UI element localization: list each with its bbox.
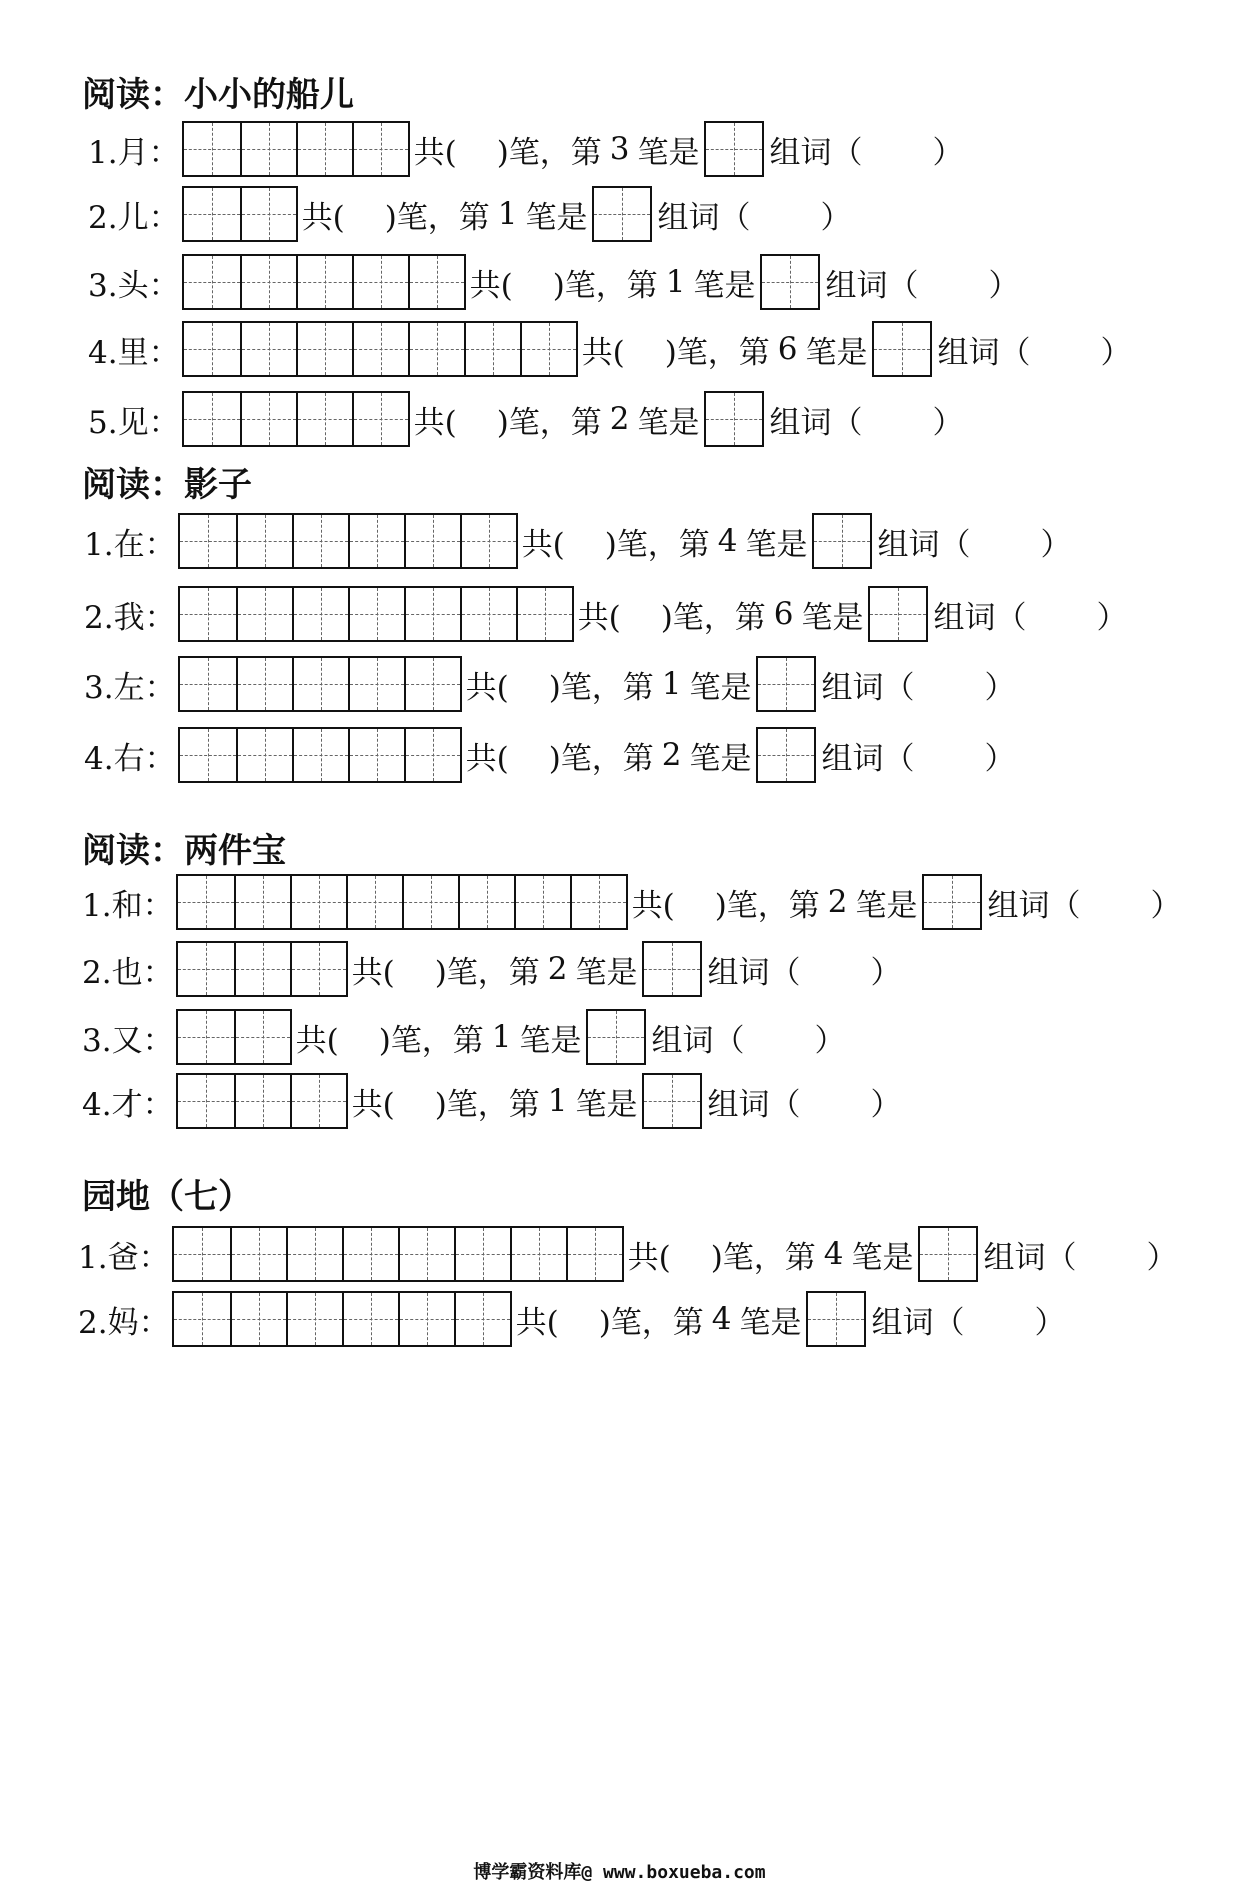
writing-cell[interactable] (404, 729, 460, 781)
stroke-is-label: 笔是 (689, 740, 752, 777)
writing-cell[interactable] (292, 729, 348, 781)
exercise-row (88, 320, 1132, 378)
stroke-is-label: 笔是 (525, 199, 588, 236)
stroke-position-label: )笔，第 (660, 599, 766, 636)
stroke-order-grid[interactable] (176, 1073, 348, 1129)
stroke-number: 6 (777, 331, 798, 367)
exercise-row (82, 1008, 846, 1066)
word-building-label: 组词（ (871, 1304, 965, 1341)
writing-cell[interactable] (348, 658, 404, 710)
closing-paren: ） (1146, 1239, 1178, 1276)
writing-cell[interactable] (240, 323, 296, 375)
total-strokes-label: 共( (577, 599, 621, 636)
writing-cell[interactable] (236, 729, 292, 781)
total-strokes-label: 共( (631, 887, 675, 924)
stroke-number: 2 (547, 951, 568, 987)
exercise-row (88, 390, 964, 448)
writing-cell[interactable] (184, 256, 240, 308)
character-label: 1.和： (82, 887, 174, 924)
writing-cell[interactable] (290, 876, 346, 928)
writing-cell[interactable] (644, 943, 700, 995)
writing-cell[interactable] (236, 658, 292, 710)
writing-cell[interactable] (516, 588, 572, 640)
stroke-order-grid[interactable] (182, 121, 410, 177)
stroke-number: 4 (823, 1236, 844, 1272)
closing-paren: ） (984, 669, 1016, 706)
writing-cell[interactable] (342, 1293, 398, 1345)
closing-paren: ） (988, 267, 1020, 304)
stroke-is-label: 笔是 (805, 334, 868, 371)
word-building-label: 组词（ (769, 404, 863, 441)
writing-cell[interactable] (352, 323, 408, 375)
stroke-is-label: 笔是 (637, 404, 700, 441)
word-building-label: 组词（ (707, 1086, 801, 1123)
word-building-label: 组词（ (987, 887, 1081, 924)
character-label: 1.月： (88, 134, 180, 171)
writing-cell[interactable] (594, 188, 650, 240)
writing-cell[interactable] (408, 256, 464, 308)
writing-cell[interactable] (234, 1075, 290, 1127)
exercise-row (88, 120, 964, 178)
word-building-label: 组词（ (651, 1022, 745, 1059)
stroke-is-label: 笔是 (745, 526, 808, 563)
total-strokes-label: 共( (469, 267, 513, 304)
stroke-position-label: )笔，第 (714, 887, 820, 924)
writing-cell[interactable] (870, 588, 926, 640)
exercise-row (84, 655, 1016, 713)
stroke-number: 2 (661, 737, 682, 773)
stroke-is-label: 笔是 (575, 1086, 638, 1123)
closing-paren: ） (932, 134, 964, 171)
word-building-label: 组词（ (821, 669, 915, 706)
writing-cell[interactable] (342, 1228, 398, 1280)
writing-cell[interactable] (180, 515, 236, 567)
character-label: 5.见： (88, 404, 180, 441)
writing-cell[interactable] (352, 123, 408, 175)
stroke-answer-box[interactable] (642, 941, 702, 997)
writing-cell[interactable] (292, 515, 348, 567)
writing-cell[interactable] (240, 393, 296, 445)
writing-cell[interactable] (404, 588, 460, 640)
stroke-position-label: )笔，第 (710, 1239, 816, 1276)
writing-cell[interactable] (234, 1011, 290, 1063)
writing-cell[interactable] (458, 876, 514, 928)
stroke-order-grid[interactable] (182, 321, 578, 377)
closing-paren: ） (1150, 887, 1182, 924)
writing-cell[interactable] (808, 1293, 864, 1345)
writing-cell[interactable] (346, 876, 402, 928)
total-strokes-label: 共( (465, 740, 509, 777)
stroke-position-label: )笔，第 (496, 134, 602, 171)
stroke-answer-box[interactable] (806, 1291, 866, 1347)
stroke-answer-box[interactable] (592, 186, 652, 242)
exercise-row (78, 1225, 1178, 1283)
total-strokes-label: 共( (581, 334, 625, 371)
closing-paren: ） (1096, 599, 1128, 636)
stroke-position-label: )笔，第 (664, 334, 770, 371)
writing-cell[interactable] (180, 729, 236, 781)
writing-cell[interactable] (520, 323, 576, 375)
writing-cell[interactable] (286, 1293, 342, 1345)
character-label: 2.我： (84, 599, 176, 636)
writing-cell[interactable] (236, 515, 292, 567)
character-label: 2.妈： (78, 1304, 170, 1341)
section-title: 园地（七） (82, 1177, 252, 1217)
writing-cell[interactable] (234, 943, 290, 995)
stroke-number: 4 (711, 1301, 732, 1337)
writing-cell[interactable] (240, 188, 296, 240)
stroke-answer-box[interactable] (760, 254, 820, 310)
stroke-number: 1 (661, 666, 682, 702)
exercise-row (84, 512, 1072, 570)
stroke-order-grid[interactable] (176, 1009, 292, 1065)
writing-cell[interactable] (296, 323, 352, 375)
writing-cell[interactable] (404, 515, 460, 567)
writing-cell[interactable] (178, 1011, 234, 1063)
exercise-row (82, 940, 902, 998)
writing-cell[interactable] (184, 123, 240, 175)
stroke-position-label: )笔，第 (598, 1304, 704, 1341)
stroke-position-label: )笔，第 (434, 1086, 540, 1123)
writing-cell[interactable] (814, 515, 870, 567)
total-strokes-label: 共( (351, 1086, 395, 1123)
stroke-order-grid[interactable] (176, 941, 348, 997)
stroke-is-label: 笔是 (575, 954, 638, 991)
word-building-label: 组词（ (937, 334, 1031, 371)
exercise-row (88, 185, 852, 243)
word-building-label: 组词（ (825, 267, 919, 304)
stroke-position-label: )笔，第 (434, 954, 540, 991)
writing-cell[interactable] (184, 393, 240, 445)
word-building-label: 组词（ (769, 134, 863, 171)
stroke-answer-box[interactable] (922, 874, 982, 930)
word-building-label: 组词（ (983, 1239, 1077, 1276)
writing-cell[interactable] (174, 1228, 230, 1280)
character-label: 1.在： (84, 526, 176, 563)
stroke-order-grid[interactable] (182, 254, 466, 310)
writing-cell[interactable] (404, 658, 460, 710)
stroke-answer-box[interactable] (756, 727, 816, 783)
writing-cell[interactable] (762, 256, 818, 308)
writing-cell[interactable] (874, 323, 930, 375)
exercise-row (84, 585, 1128, 643)
stroke-number: 2 (609, 401, 630, 437)
stroke-order-grid[interactable] (178, 656, 462, 712)
writing-cell[interactable] (184, 188, 240, 240)
stroke-is-label: 笔是 (739, 1304, 802, 1341)
writing-cell[interactable] (230, 1228, 286, 1280)
writing-cell[interactable] (706, 393, 762, 445)
closing-paren: ） (870, 1086, 902, 1123)
writing-cell[interactable] (644, 1075, 700, 1127)
stroke-answer-box[interactable] (642, 1073, 702, 1129)
stroke-position-label: )笔，第 (496, 404, 602, 441)
word-building-label: 组词（ (877, 526, 971, 563)
stroke-answer-box[interactable] (868, 586, 928, 642)
total-strokes-label: 共( (295, 1022, 339, 1059)
stroke-answer-box[interactable] (756, 656, 816, 712)
word-building-label: 组词（ (821, 740, 915, 777)
closing-paren: ） (870, 954, 902, 991)
stroke-is-label: 笔是 (689, 669, 752, 706)
writing-cell[interactable] (758, 729, 814, 781)
writing-cell[interactable] (398, 1293, 454, 1345)
writing-cell[interactable] (240, 123, 296, 175)
stroke-number: 4 (717, 523, 738, 559)
writing-cell[interactable] (408, 323, 464, 375)
stroke-number: 1 (665, 264, 686, 300)
stroke-order-grid[interactable] (182, 186, 298, 242)
stroke-order-grid[interactable] (178, 513, 518, 569)
character-label: 4.右： (84, 740, 176, 777)
stroke-number: 3 (609, 131, 630, 167)
closing-paren: ） (814, 1022, 846, 1059)
stroke-order-grid[interactable] (172, 1226, 624, 1282)
stroke-number: 2 (827, 884, 848, 920)
word-building-label: 组词（ (707, 954, 801, 991)
stroke-answer-box[interactable] (812, 513, 872, 569)
writing-cell[interactable] (348, 588, 404, 640)
stroke-order-grid[interactable] (182, 391, 410, 447)
writing-cell[interactable] (292, 588, 348, 640)
total-strokes-label: 共( (521, 526, 565, 563)
writing-cell[interactable] (296, 256, 352, 308)
stroke-order-grid[interactable] (176, 874, 628, 930)
writing-cell[interactable] (454, 1228, 510, 1280)
writing-cell[interactable] (514, 876, 570, 928)
character-label: 4.才： (82, 1086, 174, 1123)
stroke-order-grid[interactable] (178, 727, 462, 783)
stroke-number: 6 (773, 596, 794, 632)
writing-cell[interactable] (184, 323, 240, 375)
stroke-order-grid[interactable] (178, 586, 574, 642)
stroke-answer-box[interactable] (918, 1226, 978, 1282)
writing-cell[interactable] (566, 1228, 622, 1280)
character-label: 2.儿： (88, 199, 180, 236)
closing-paren: ） (1100, 334, 1132, 371)
stroke-answer-box[interactable] (872, 321, 932, 377)
writing-cell[interactable] (352, 393, 408, 445)
writing-cell[interactable] (454, 1293, 510, 1345)
character-label: 2.也： (82, 954, 174, 991)
section-title: 阅读：小小的船儿 (82, 75, 354, 115)
stroke-answer-box[interactable] (586, 1009, 646, 1065)
closing-paren: ） (932, 404, 964, 441)
writing-cell[interactable] (178, 1075, 234, 1127)
character-label: 3.头： (88, 267, 180, 304)
exercise-row (82, 873, 1182, 931)
stroke-position-label: )笔，第 (548, 740, 654, 777)
character-label: 4.里： (88, 334, 180, 371)
exercise-row (82, 1072, 902, 1130)
total-strokes-label: 共( (301, 199, 345, 236)
word-building-label: 组词（ (657, 199, 751, 236)
total-strokes-label: 共( (413, 404, 457, 441)
stroke-is-label: 笔是 (693, 267, 756, 304)
writing-cell[interactable] (286, 1228, 342, 1280)
writing-cell[interactable] (290, 943, 346, 995)
stroke-position-label: )笔，第 (552, 267, 658, 304)
closing-paren: ） (1034, 1304, 1066, 1341)
writing-cell[interactable] (180, 658, 236, 710)
section-title: 阅读：两件宝 (82, 831, 286, 871)
closing-paren: ） (984, 740, 1016, 777)
stroke-number: 1 (497, 196, 518, 232)
stroke-is-label: 笔是 (801, 599, 864, 636)
stroke-position-label: )笔，第 (384, 199, 490, 236)
stroke-position-label: )笔，第 (378, 1022, 484, 1059)
writing-cell[interactable] (706, 123, 762, 175)
total-strokes-label: 共( (413, 134, 457, 171)
exercise-row (88, 253, 1020, 311)
writing-cell[interactable] (570, 876, 626, 928)
total-strokes-label: 共( (515, 1304, 559, 1341)
writing-cell[interactable] (296, 393, 352, 445)
writing-cell[interactable] (178, 943, 234, 995)
stroke-answer-box[interactable] (704, 391, 764, 447)
writing-cell[interactable] (230, 1293, 286, 1345)
word-building-label: 组词（ (933, 599, 1027, 636)
writing-cell[interactable] (296, 123, 352, 175)
writing-cell[interactable] (588, 1011, 644, 1063)
writing-cell[interactable] (758, 658, 814, 710)
writing-cell[interactable] (352, 256, 408, 308)
writing-cell[interactable] (236, 588, 292, 640)
stroke-is-label: 笔是 (519, 1022, 582, 1059)
writing-cell[interactable] (920, 1228, 976, 1280)
stroke-order-grid[interactable] (172, 1291, 512, 1347)
closing-paren: ） (1040, 526, 1072, 563)
total-strokes-label: 共( (351, 954, 395, 991)
stroke-position-label: )笔，第 (548, 669, 654, 706)
stroke-is-label: 笔是 (851, 1239, 914, 1276)
writing-cell[interactable] (402, 876, 458, 928)
footer-watermark: 博学霸资料库@ www.boxueba.com (473, 1862, 766, 1883)
character-label: 3.左： (84, 669, 176, 706)
writing-cell[interactable] (174, 1293, 230, 1345)
stroke-number: 1 (491, 1019, 512, 1055)
stroke-answer-box[interactable] (704, 121, 764, 177)
writing-cell[interactable] (464, 323, 520, 375)
section-title: 阅读：影子 (82, 465, 252, 505)
writing-cell[interactable] (178, 876, 234, 928)
writing-cell[interactable] (460, 588, 516, 640)
writing-cell[interactable] (234, 876, 290, 928)
writing-cell[interactable] (460, 515, 516, 567)
stroke-is-label: 笔是 (855, 887, 918, 924)
writing-cell[interactable] (348, 729, 404, 781)
total-strokes-label: 共( (465, 669, 509, 706)
writing-cell[interactable] (180, 588, 236, 640)
writing-cell[interactable] (240, 256, 296, 308)
exercise-row (84, 726, 1016, 784)
writing-cell[interactable] (290, 1075, 346, 1127)
total-strokes-label: 共( (627, 1239, 671, 1276)
stroke-position-label: )笔，第 (604, 526, 710, 563)
stroke-is-label: 笔是 (637, 134, 700, 171)
exercise-row (78, 1290, 1066, 1348)
stroke-number: 1 (547, 1083, 568, 1119)
writing-cell[interactable] (398, 1228, 454, 1280)
character-label: 3.又： (82, 1022, 174, 1059)
closing-paren: ） (820, 199, 852, 236)
character-label: 1.爸： (78, 1239, 170, 1276)
writing-cell[interactable] (924, 876, 980, 928)
writing-cell[interactable] (292, 658, 348, 710)
writing-cell[interactable] (510, 1228, 566, 1280)
writing-cell[interactable] (348, 515, 404, 567)
